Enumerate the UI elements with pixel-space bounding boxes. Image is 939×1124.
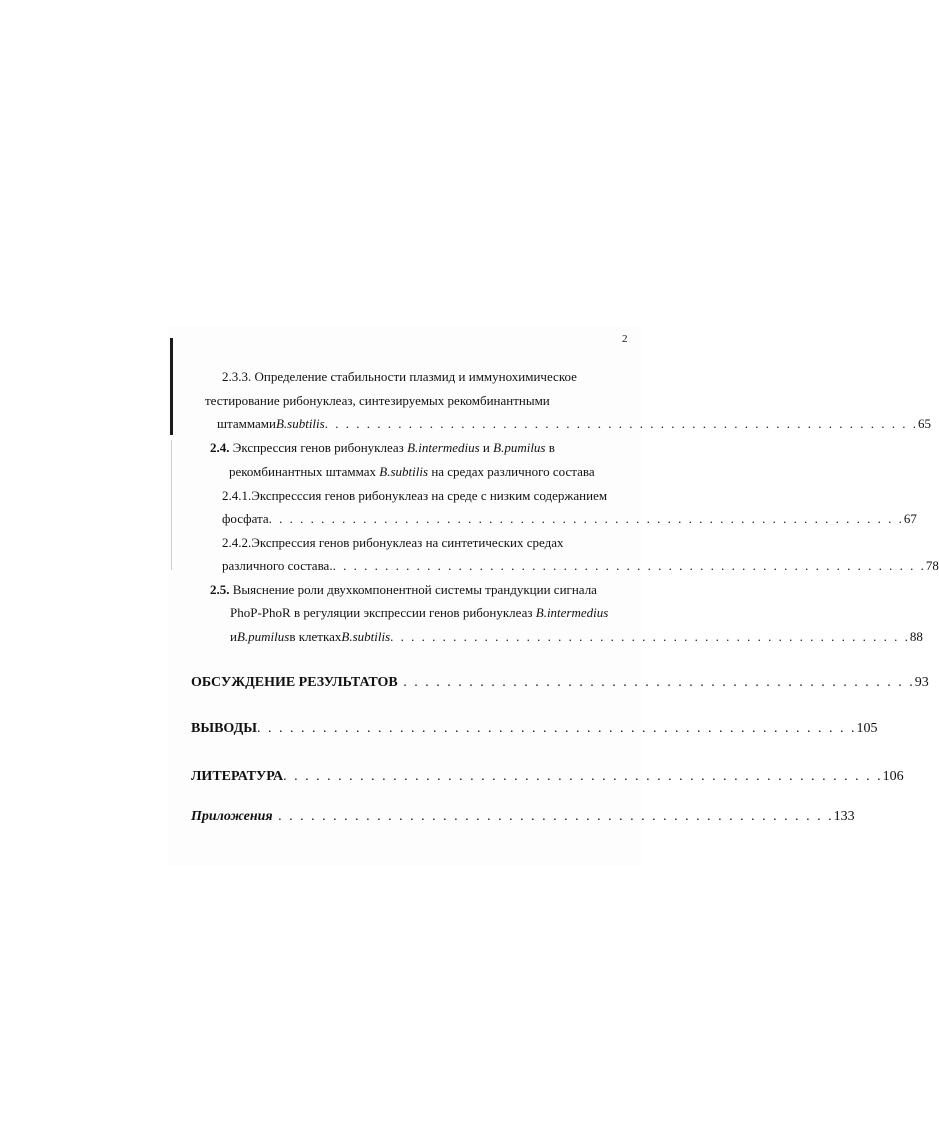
toc-literature-title: ЛИТЕРАТУРА	[191, 769, 284, 784]
toc-24-text-c: в	[545, 440, 555, 455]
toc-24-line2-italic: B.subtilis	[379, 464, 429, 479]
toc-25-line2-a: PhoP-PhoR в регуляции экспрессии генов рибонуклеаз	[230, 605, 536, 620]
toc-entry-241[interactable]	[222, 511, 917, 527]
dot-leader: . . . . . . . . . . . . . . . . . . . . . . . . . . . . . . . . . . . . . . . . . . . . . . . . . . . . . . . . .	[332, 558, 926, 573]
page-number: 2	[622, 333, 628, 345]
toc-233-line1: 2.3.3. Определение стабильности плазмид и иммунохимическое	[222, 369, 577, 384]
toc-242-page: 78	[925, 558, 939, 573]
toc-25-line3-b: в клетках	[289, 629, 342, 644]
toc-appendix-page: 133	[833, 809, 855, 824]
toc-entry-literature[interactable]	[191, 769, 904, 785]
dot-leader: . . . . . . . . . . . . . . . . . . . . . . . . . . . . . . . . . . . . . . . . . . . . . . . . . .	[390, 629, 910, 644]
toc-25-page: 88	[909, 629, 923, 644]
toc-25-num: 2.5.	[210, 582, 230, 597]
toc-24-line2	[229, 464, 595, 480]
toc-entry-233[interactable]	[217, 416, 931, 432]
toc-25-line3-a: и	[230, 629, 237, 644]
toc-entry-conclusions[interactable]	[191, 721, 878, 737]
toc-discussion-page: 93	[914, 675, 929, 690]
dot-leader: . . . . . . . . . . . . . . . . . . . . . . . . . . . . . . . . . . . . . . . . . . . . . . . . . . . . . . . . .	[324, 416, 918, 431]
toc-24-text-a: Экспрессия генов рибонуклеаз	[229, 440, 408, 455]
dot-leader: . . . . . . . . . . . . . . . . . . . . . . . . . . . . . . . . . . . . . . . . . . . . . . . . . . . . . . .	[257, 721, 857, 736]
toc-242-line2: различного состава.	[222, 558, 333, 573]
toc-24-italic-1: B.intermedius	[407, 440, 480, 455]
toc-24-line2-b: на средах различного состава	[428, 464, 595, 479]
toc-241-line1: 2.4.1.Экспресссия генов рибонуклеаз на среде с низким содержанием	[222, 488, 608, 503]
toc-233-line2: тестирование рибонуклеаз, синтезируемых рекомбинантными	[205, 393, 550, 408]
toc-conclusions-title: ВЫВОДЫ	[191, 721, 257, 736]
toc-25-line3-italic-2: B.subtilis	[341, 629, 391, 644]
toc-241-line2: фосфата	[222, 511, 269, 526]
toc-24-line2-a: рекомбинантных штаммах	[229, 464, 380, 479]
toc-discussion-title: ОБСУЖДЕНИЕ РЕЗУЛЬТАТОВ	[191, 675, 398, 690]
dot-leader: . . . . . . . . . . . . . . . . . . . . . . . . . . . . . . . . . . . . . . . . . . . . . . . . . . . . . . . . . . . . .	[268, 511, 904, 526]
toc-233-line3-italic: B.subtilis	[275, 416, 325, 431]
toc-appendix-title: Приложения	[191, 809, 273, 824]
scan-binding-edge	[170, 338, 173, 435]
toc-241-page: 67	[903, 511, 917, 526]
toc-24-num: 2.4.	[210, 440, 230, 455]
toc-25-line3	[230, 629, 923, 645]
toc-literature-page: 106	[882, 769, 904, 784]
toc-entry-discussion[interactable]	[191, 675, 929, 691]
toc-entry-242[interactable]	[222, 558, 939, 574]
toc-conclusions-page: 105	[856, 721, 878, 736]
toc-242-line1: 2.4.2.Экспрессия генов рибонуклеаз на синтетических средах	[222, 535, 564, 550]
scan-binding-edge-faint	[171, 440, 172, 570]
toc-233-line3-text: штаммами	[217, 416, 276, 431]
toc-24-italic-2: B.pumilus	[493, 440, 546, 455]
toc-24-text-b: и	[479, 440, 494, 455]
toc-entry-25[interactable]	[210, 582, 597, 598]
dot-leader: . . . . . . . . . . . . . . . . . . . . . . . . . . . . . . . . . . . . . . . . . . . . . . .	[397, 675, 915, 690]
toc-25-line1: Выяснение роли двухкомпонентной системы трандукции сигнала	[229, 582, 597, 597]
toc-233-page: 65	[917, 416, 931, 431]
dot-leader: . . . . . . . . . . . . . . . . . . . . . . . . . . . . . . . . . . . . . . . . . . . . . . . . . . .	[272, 809, 834, 824]
toc-entry-24[interactable]	[210, 440, 555, 456]
toc-25-line2-italic: B.intermedius	[535, 605, 609, 620]
toc-entry-appendix[interactable]	[191, 809, 855, 825]
toc-25-line3-italic-1: B.pumilus	[236, 629, 290, 644]
toc-25-line2	[230, 605, 608, 621]
dot-leader: . . . . . . . . . . . . . . . . . . . . . . . . . . . . . . . . . . . . . . . . . . . . . . . . . . . . . . .	[283, 769, 883, 784]
